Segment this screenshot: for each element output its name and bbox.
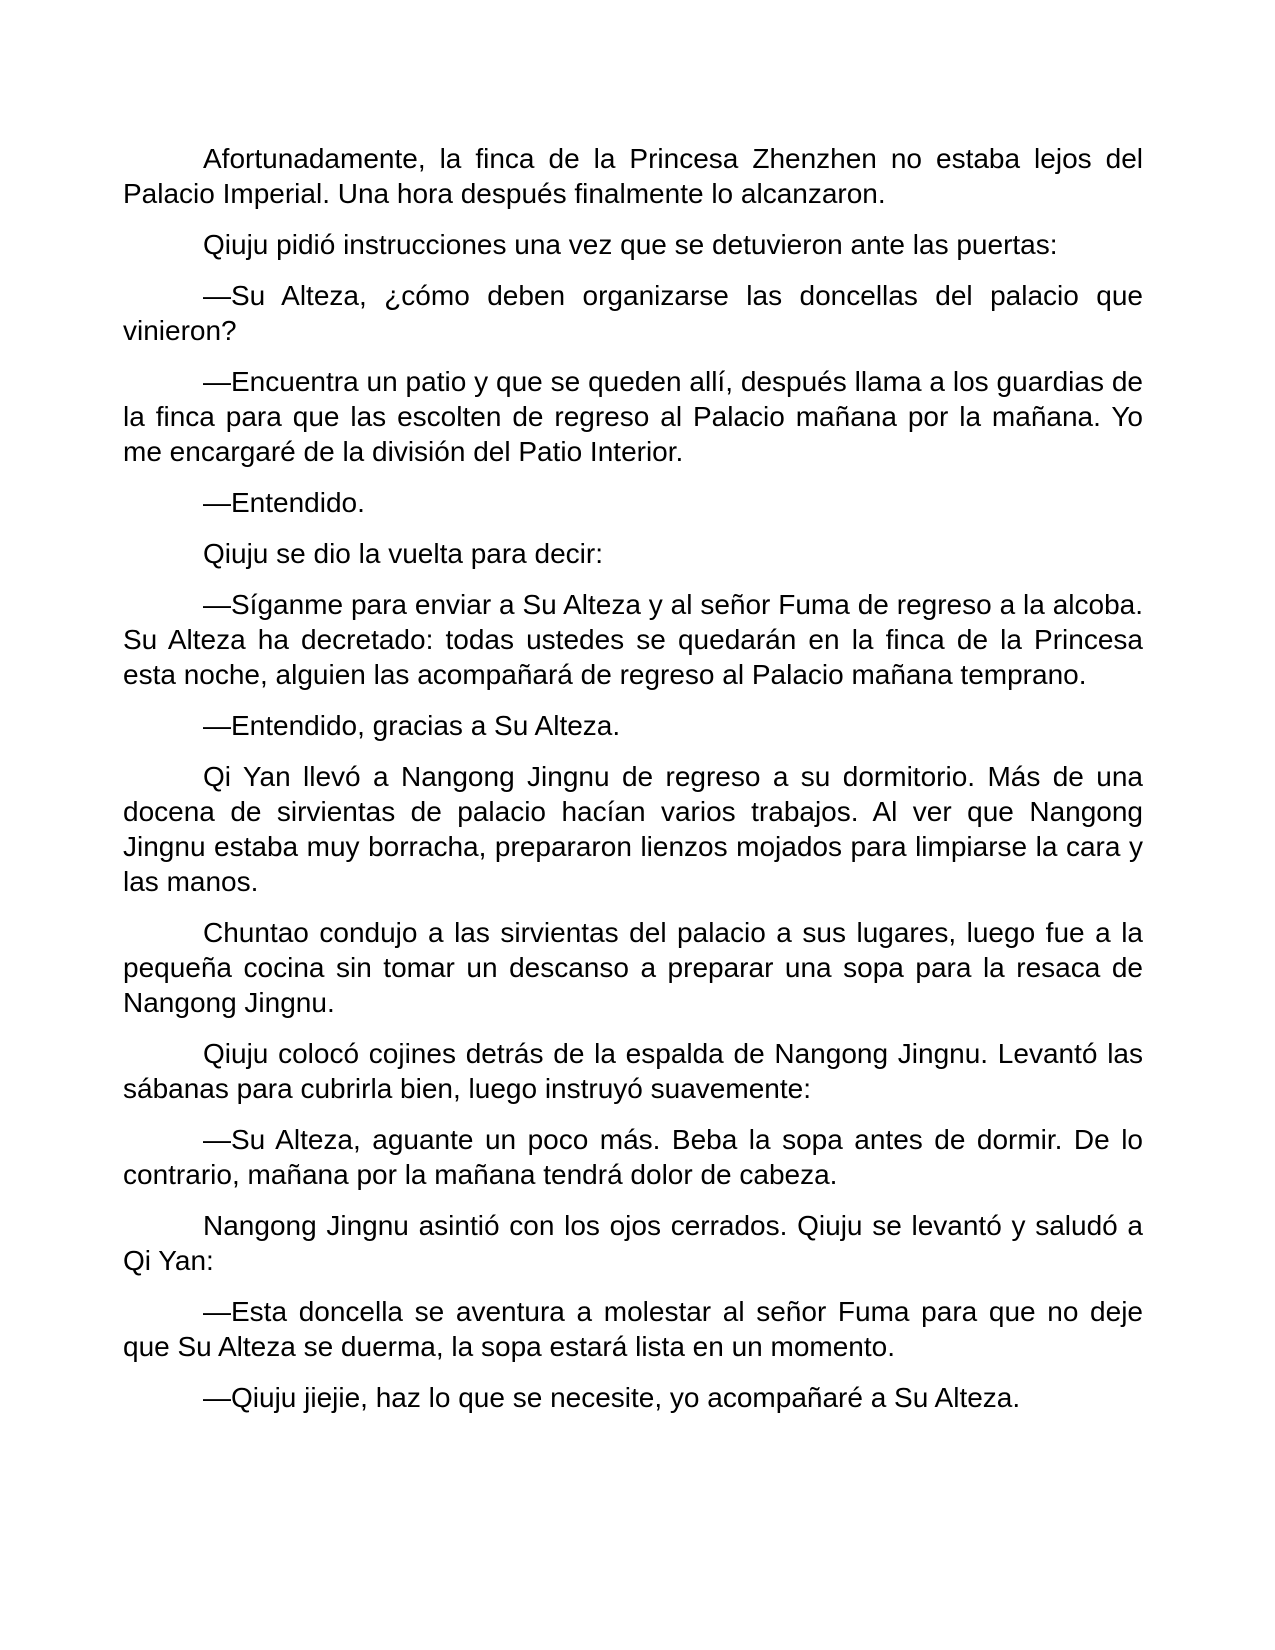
paragraph-6: Qiuju se dio la vuelta para decir: (203, 538, 603, 569)
paragraph-13: Nangong Jingnu asintió con los ojos cerrados. Qiuju se levantó y saludó a Qi Yan: (123, 1210, 1143, 1276)
paragraph-1: Afortunadamente, la finca de la Princesa Zhenzhen no estaba lejos del Palacio Imperial. Una hora después finalmente lo alcanzaron. (123, 143, 1143, 209)
paragraph-15: —Qiuju jiejie, haz lo que se necesite, yo acompañaré a Su Alteza. (203, 1382, 1021, 1413)
paragraph-12: —Su Alteza, aguante un poco más. Beba la sopa antes de dormir. De lo contrario, mañana por la mañana tendrá dolor de cabeza. (123, 1124, 1143, 1190)
paragraph-3: —Su Alteza, ¿cómo deben organizarse las doncellas del palacio que vinieron? (123, 280, 1143, 346)
paragraph-8: —Entendido, gracias a Su Alteza. (203, 710, 621, 741)
paragraph-14: —Esta doncella se aventura a molestar al señor Fuma para que no deje que Su Alteza se duerma, la sopa estará lista en un momento. (123, 1296, 1143, 1362)
paragraph-2: Qiuju pidió instrucciones una vez que se detuvieron ante las puertas: (203, 229, 1058, 260)
paragraph-11: Qiuju colocó cojines detrás de la espalda de Nangong Jingnu. Levantó las sábanas para cubrirla bien, luego instruyó suavemente: (123, 1038, 1143, 1104)
document-page (123, 141, 1143, 1431)
paragraph-10: Chuntao condujo a las sirvientas del palacio a sus lugares, luego fue a la pequeña cocina sin tomar un descanso a preparar una sopa para la resaca de Nangong Jingnu. (123, 917, 1143, 1018)
paragraph-7: —Síganme para enviar a Su Alteza y al señor Fuma de regreso a la alcoba. Su Alteza ha decretado: todas ustedes se quedarán en la finca de la Princesa esta noche, alguien las acompañará de regreso al Palacio mañana temprano. (123, 589, 1143, 690)
paragraph-5: —Entendido. (203, 487, 365, 518)
paragraph-4: —Encuentra un patio y que se queden allí, después llama a los guardias de la finca para que las escolten de regreso al Palacio mañana por la mañana. Yo me encargaré de la división del Patio Interior. (123, 366, 1143, 467)
paragraph-9: Qi Yan llevó a Nangong Jingnu de regreso a su dormitorio. Más de una docena de sirvientas de palacio hacían varios trabajos. Al ver que Nangong Jingnu estaba muy borracha, prepararon lienzos mojados para limpiarse la cara y las manos. (123, 761, 1143, 897)
